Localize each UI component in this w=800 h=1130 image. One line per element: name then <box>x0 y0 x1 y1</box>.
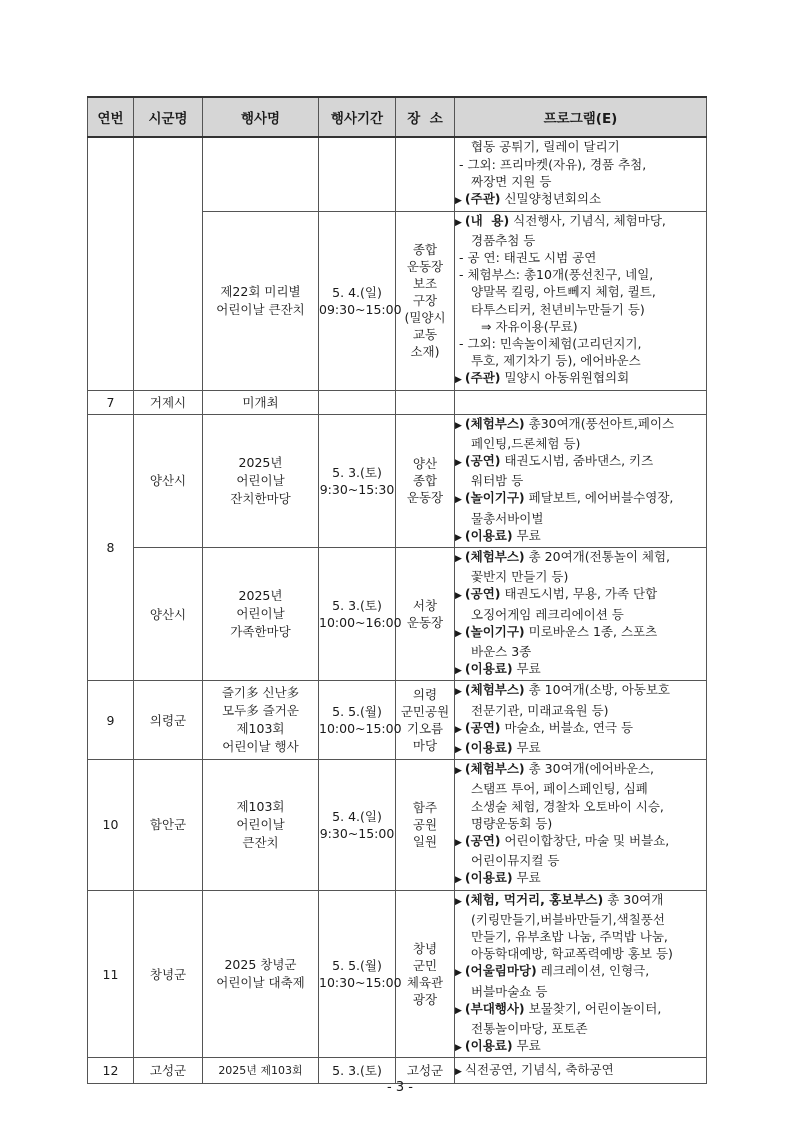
program-cell: ▶ 식전공연, 기념식, 축하공연 <box>455 1058 707 1084</box>
triangle-bullet-icon: ▶ <box>455 744 462 755</box>
triangle-bullet-icon: ▶ <box>455 457 462 468</box>
period-cell: 5. 4.(일) 9:30~15:00 <box>319 760 396 890</box>
program-cell: ▶ (체험부스) 총 10여개(소방, 아동보호 전문기관, 미래교육원 등) ▶ (공연) 마술쇼, 버블쇼, 연극 등 ▶ (이용료) 무료 <box>455 681 707 760</box>
period-cell: 5. 4.(일) 09:30~15:00 <box>319 211 396 390</box>
header-event-name: 행사명 <box>203 97 319 137</box>
table-row <box>88 547 707 680</box>
header-program: 프로그램(E) <box>455 97 707 137</box>
program-cell: ▶ (체험부스) 총 20여개(전통놀이 체험, 꽃반지 만들기 등) ▶ (공연) 태권도시범, 무용, 가족 단합 오징어게임 레크리에이션 등 ▶ (놀이기구) 미로바운스 1종, 스포츠 바운스 3종 ▶ (이용료) 무료 <box>455 547 707 680</box>
place-cell: 함주 공원 일원 <box>396 760 455 890</box>
triangle-bullet-icon: ▶ <box>455 896 462 907</box>
period-cell: 5. 3.(토) 10:00~16:00 <box>319 547 396 680</box>
triangle-bullet-icon: ▶ <box>455 666 462 677</box>
place-cell: 창녕 군민 체육관 광장 <box>396 890 455 1058</box>
period-cell: 5. 5.(월) 10:30~15:00 <box>319 890 396 1058</box>
header-place: 장 소 <box>396 97 455 137</box>
number-cell: 8 <box>88 414 134 681</box>
triangle-bullet-icon: ▶ <box>455 766 462 777</box>
triangle-bullet-icon: ▶ <box>455 532 462 543</box>
program-cell: ▶ (체험부스) 총30여개(풍선아트,페이스 페인팅,드론체험 등) ▶ (공연) 태권도시범, 줌바댄스, 키즈 워터밤 등 ▶ (놀이기구) 페달보트, 에어버블수영장, 물총서바이벌 ▶ (이용료) 무료 <box>455 414 707 547</box>
event-name-cell: 2025년 제103회 <box>203 1058 319 1084</box>
page-number: - 3 - <box>387 1080 413 1095</box>
city-cell: 고성군 <box>134 1058 203 1084</box>
table-row <box>88 760 707 890</box>
period-cell: 5. 5.(월) 10:00~15:00 <box>319 681 396 760</box>
number-cell: 10 <box>88 760 134 890</box>
city-cell: 양산시 <box>134 547 203 680</box>
header-city: 시군명 <box>134 97 203 137</box>
program-cell: ▶ (내 용) 식전행사, 기념식, 체험마당, 경품추첨 등 - 공 연: 태권도 시범 공연 - 체험부스: 총10개(풍선친구, 네일, 양말목 킬링, 아트뻬지 체험, 퀼트, 타투스티커, 천년비누만들기 등) ⇒ 자유이용(무료) - 그외: 민속놀이체험(고리던지기, 투호, 제기차기 등), 에어바운스 ▶ (주관) 밀양시 아동위원협의회 <box>455 211 707 390</box>
program-cell: ▶ (체험, 먹거리, 홍보부스) 총 30여개 (키링만들기,버블바만들기,색칠풍선 만들기, 유부초밥 나눔, 주먹밥 나눔, 아동학대예방, 학교폭력예방 홍보 등) ▶ (어울림마당) 레크레이션, 인형극, 버블마술쇼 등 ▶ (부대행사) 보물찾기, 어린이놀이터, 전통놀이마당, 포토존 ▶ (이용료) 무료 <box>455 890 707 1058</box>
triangle-bullet-icon: ▶ <box>455 968 462 979</box>
triangle-bullet-icon: ▶ <box>455 687 462 698</box>
city-cell: 양산시 <box>134 414 203 547</box>
place-cell: 양산 종합 운동장 <box>396 414 455 547</box>
triangle-bullet-icon: ▶ <box>455 875 462 886</box>
number-cell: 7 <box>88 390 134 414</box>
number-cell: 11 <box>88 890 134 1058</box>
program-cell: ▶ (체험부스) 총 30여개(에어바운스, 스탬프 투어, 페이스페인팅, 심폐 소생술 체험, 경찰차 오토바이 시승, 명량운동회 등) ▶ (공연) 어린이합창단, 마술 및 버블쇼, 어린이뮤지컬 등 ▶ (이용료) 무료 <box>455 760 707 890</box>
header-period: 행사기간 <box>319 97 396 137</box>
city-cell: 거제시 <box>134 390 203 414</box>
triangle-bullet-icon: ▶ <box>455 1005 462 1016</box>
triangle-bullet-icon: ▶ <box>455 1066 462 1077</box>
city-cell: 함안군 <box>134 760 203 890</box>
city-cell: 창녕군 <box>134 890 203 1058</box>
table-row <box>88 681 707 760</box>
table-row <box>88 414 707 547</box>
event-name-cell: 제103회 어린이날 큰잔치 <box>203 760 319 890</box>
event-name-cell: 2025 창녕군 어린이날 대축제 <box>203 890 319 1058</box>
program-cell: 협동 공튀기, 릴레이 달리기 - 그외: 프리마켓(자유), 경품 추첨, 짜장면 지원 등 ▶ (주관) 신밀양청년회의소 <box>455 137 707 211</box>
triangle-bullet-icon: ▶ <box>455 838 462 848</box>
period-cell: 5. 3.(토) <box>319 1058 396 1084</box>
place-cell: 종합 운동장 보조 구장 (밀양시 교동 소재) <box>396 211 455 390</box>
triangle-bullet-icon: ▶ <box>455 375 462 386</box>
period-cell: 5. 3.(토) 9:30~15:30 <box>319 414 396 547</box>
number-cell: 9 <box>88 681 134 760</box>
event-name-cell: 제22회 미리별 어린이날 큰잔치 <box>203 211 319 390</box>
triangle-bullet-icon: ▶ <box>455 420 462 431</box>
event-name-cell: 즐기多 신난多 모두多 즐거운 제103회 어린이날 행사 <box>203 681 319 760</box>
place-cell: 의령 군민공원 기오름 마당 <box>396 681 455 760</box>
place-cell: 고성군 <box>396 1058 455 1084</box>
city-cell: 의령군 <box>134 681 203 760</box>
table-row <box>88 390 707 414</box>
event-name-cell: 2025년 어린이날 가족한마당 <box>203 547 319 680</box>
place-cell: 서창 운동장 <box>396 547 455 680</box>
table-row <box>88 137 707 211</box>
header-number: 연번 <box>88 97 134 137</box>
triangle-bullet-icon: ▶ <box>455 591 462 602</box>
triangle-bullet-icon: ▶ <box>455 1043 462 1054</box>
triangle-bullet-icon: ▶ <box>455 553 462 564</box>
triangle-bullet-icon: ▶ <box>455 628 462 639</box>
event-schedule-table <box>87 96 707 1084</box>
triangle-bullet-icon: ▶ <box>455 217 462 228</box>
table-header-row <box>88 97 707 137</box>
event-name-cell: 2025년 어린이날 잔치한마당 <box>203 414 319 547</box>
number-cell: 12 <box>88 1058 134 1084</box>
triangle-bullet-icon: ▶ <box>455 195 462 206</box>
triangle-bullet-icon: ▶ <box>455 495 462 506</box>
table-row <box>88 890 707 1058</box>
event-name-cell: 미개최 <box>203 390 319 414</box>
triangle-bullet-icon: ▶ <box>455 724 462 735</box>
